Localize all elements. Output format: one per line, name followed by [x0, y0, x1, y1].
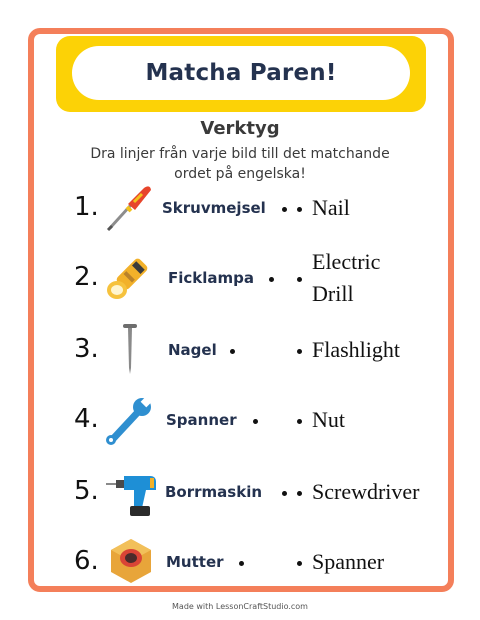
english-word: Nail: [312, 195, 350, 220]
swedish-word: Borrmaskin: [165, 483, 263, 501]
english-word-line-1: Electric: [312, 249, 381, 274]
right-dot[interactable]: [297, 491, 302, 496]
swedish-word: Spanner: [166, 411, 237, 429]
swedish-word: Skruvmejsel: [162, 199, 266, 217]
swedish-word: Nagel: [168, 341, 217, 359]
english-word: Screwdriver: [312, 479, 420, 504]
english-word-line-2: Drill: [312, 281, 354, 306]
english-word: Flashlight: [312, 337, 401, 362]
left-dot[interactable]: [282, 491, 287, 496]
row-number: 4.: [74, 404, 99, 434]
match-row-3: [0, 322, 480, 382]
match-row-4: [0, 392, 480, 452]
drill-icon: [104, 468, 158, 518]
left-dot[interactable]: [253, 419, 258, 424]
match-row-5: [0, 462, 480, 522]
footer-credit: Made with LessonCraftStudio.com: [172, 602, 308, 611]
nut-icon: [106, 536, 156, 586]
swedish-word: Ficklampa: [168, 269, 255, 287]
right-dot[interactable]: [297, 207, 302, 212]
right-dot[interactable]: [297, 561, 302, 566]
row-number: 3.: [74, 334, 99, 364]
left-dot[interactable]: [239, 561, 244, 566]
row-number: 5.: [74, 476, 99, 506]
nail-icon: [120, 322, 140, 376]
row-number: 6.: [74, 546, 99, 576]
title-pill: [72, 46, 410, 100]
screwdriver-icon: [104, 182, 154, 232]
swedish-word: Mutter: [166, 553, 224, 571]
right-dot[interactable]: [297, 277, 302, 282]
title-banner: [56, 36, 426, 112]
row-number: 1.: [74, 192, 99, 222]
row-number: 2.: [74, 262, 99, 292]
match-row-2: [0, 248, 480, 308]
instructions: [70, 144, 410, 184]
english-word: Nut: [312, 407, 345, 432]
english-word: Spanner: [312, 549, 385, 574]
page-title: Matcha Paren!: [145, 60, 337, 86]
left-dot[interactable]: [282, 207, 287, 212]
match-row-6: [0, 532, 480, 592]
subtitle: Verktyg: [200, 118, 280, 139]
left-dot[interactable]: [230, 349, 235, 354]
match-row-1: [0, 180, 480, 240]
right-dot[interactable]: [297, 419, 302, 424]
wrench-icon: [104, 394, 156, 446]
flashlight-icon: [104, 252, 158, 304]
instructions-line-1: Dra linjer från varje bild till det matchande: [90, 146, 390, 162]
left-dot[interactable]: [269, 277, 274, 282]
instructions-line-2: ordet på engelska!: [174, 166, 306, 182]
right-dot[interactable]: [297, 349, 302, 354]
